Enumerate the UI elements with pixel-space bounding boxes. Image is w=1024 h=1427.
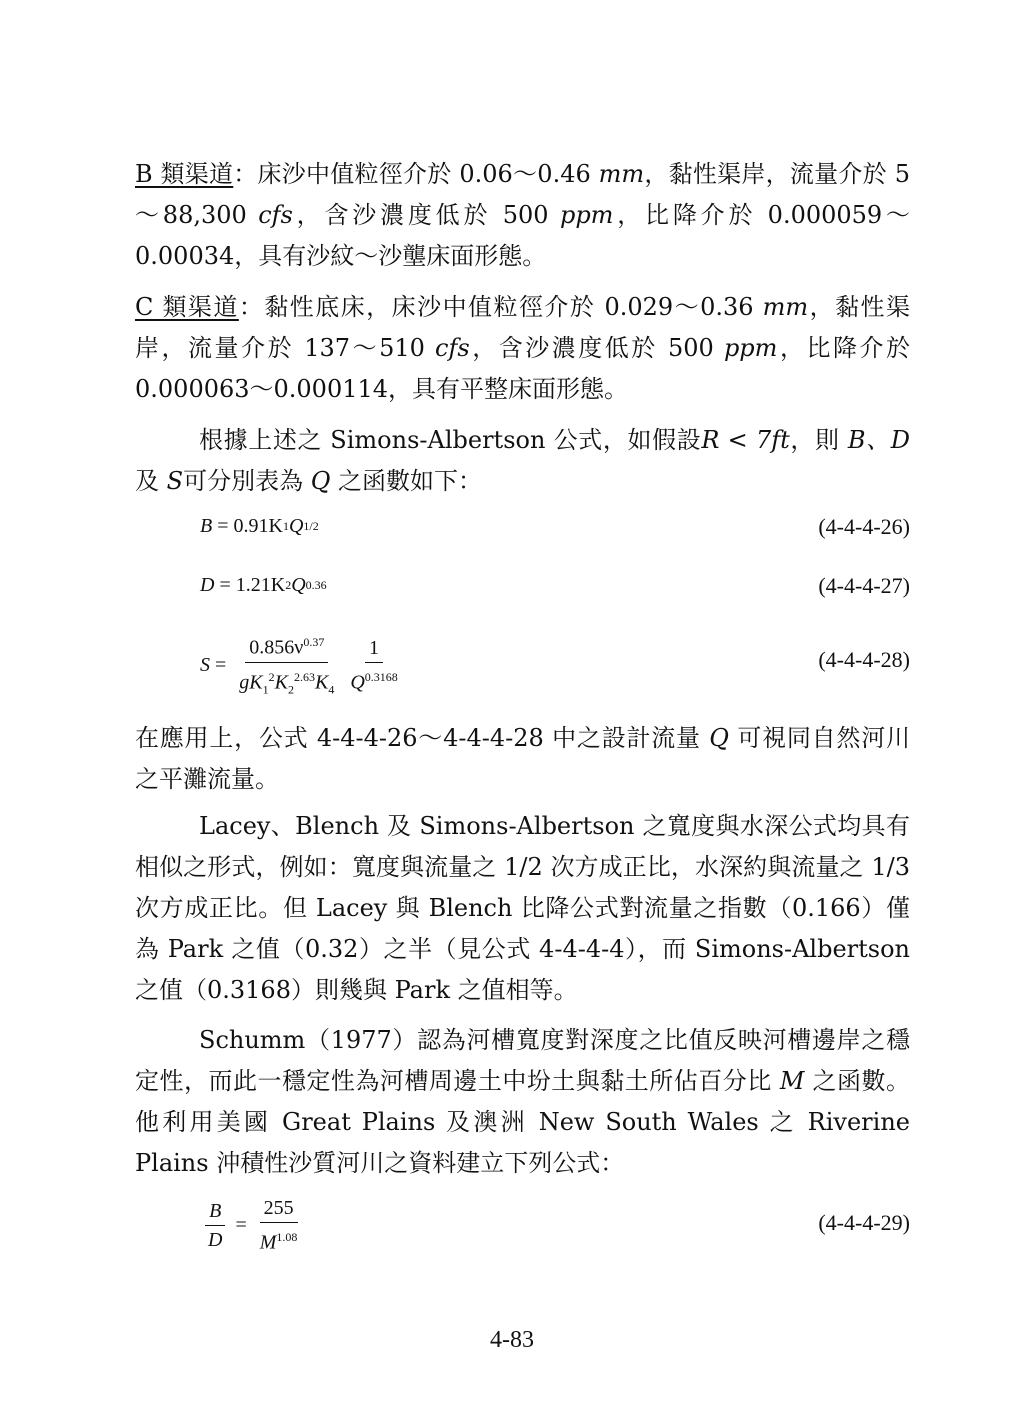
eq28-den-gk: gK	[239, 671, 263, 694]
eq29-num-right: 255	[260, 1196, 298, 1223]
eq26-q: Q	[288, 515, 304, 537]
p3-text-4: 可分別表為	[183, 467, 311, 495]
b-channel-label: B 類渠道	[135, 160, 234, 188]
eq28-den-sup1: 2	[268, 669, 275, 684]
eq29-fraction-right	[256, 1196, 302, 1255]
eq26-lhs: B	[200, 515, 213, 537]
p6-text-2: 之函數。他利用美國 Great Plains 及澳洲 New South Wales 之 Riverine Plains 沖積性沙質河川之資料建立下列公式：	[135, 1067, 910, 1177]
b-unit-mm: mm	[598, 160, 645, 188]
eq26-sub: 1	[282, 519, 289, 533]
eq28-fraction-1	[235, 630, 338, 701]
equation-4-4-4-28: S = $\frac{0.856\nu^{0.37}}{gK_1^2K_2^{2.63}K_4}$ $\frac{1}{Q^{0.3168}}$	[200, 630, 406, 701]
c-channel-label: C 類渠道	[135, 293, 239, 321]
page-number: 4-83	[490, 1327, 534, 1353]
eq29-den-right: M	[259, 1231, 277, 1254]
eq28-num-coef: 0.856ν	[249, 636, 304, 659]
b-text-1: ：床沙中值粒徑介於 0.06～0.46	[233, 160, 599, 188]
p4-q: Q	[709, 724, 729, 752]
eq29-num-left: B	[205, 1199, 225, 1226]
b-text-2: ，黏性渠岸，流量介於 5 ～88,300	[135, 160, 911, 229]
c-text-3: ，含沙濃度低於 500	[469, 334, 724, 362]
equation-4-4-4-26: B = 0.91K 1 Q 1/2	[200, 515, 319, 537]
equation-number-26: (4-4-4-26)	[818, 514, 910, 539]
p6-text-1: Schumm（1977）認為河槽寬度對深度之比值反映河槽邊岸之穩定性，而此一穩定性為河槽周邊土中坋土與黏土所佔百分比	[135, 1026, 910, 1095]
eq29-fraction-left	[204, 1199, 226, 1252]
eq28-den-sub4: 4	[328, 682, 335, 697]
p3-text-2: ，則	[789, 426, 848, 454]
equation-4-4-4-29: $\frac{B}{D}$ = $\frac{255}{M^{1.08}}$	[200, 1196, 305, 1255]
eq29-den-exp: 1.08	[276, 1230, 298, 1244]
c-text-4: ，比降介於 0.000063～0.000114，具有平整床面形態。	[135, 334, 911, 403]
equation-number-27: (4-4-4-27)	[818, 573, 910, 598]
eq28-fraction-2	[346, 636, 401, 695]
p3-vars: B、D	[847, 426, 910, 454]
paragraph-b-channel	[135, 154, 910, 277]
eq28-den2-exp: 0.3168	[364, 670, 398, 685]
paragraph-application	[135, 718, 910, 800]
p4-text-1: 在應用上，公式 4-4-4-26～4-4-4-28 中之設計流量	[135, 724, 710, 752]
p3-text-3: 及	[135, 467, 167, 495]
equation-number-28: (4-4-4-28)	[818, 647, 910, 672]
p3-text-5: 之函數如下：	[330, 467, 483, 495]
equation-number-29: (4-4-4-29)	[818, 1210, 910, 1235]
p6-m: M	[779, 1067, 805, 1095]
p3-condition: R < 7ft	[701, 426, 790, 454]
eq28-den-k2: K	[274, 671, 288, 694]
eq28-num2: 1	[365, 636, 383, 663]
eq27-lhs: D	[200, 574, 215, 596]
paragraph-simons-albertson	[135, 420, 910, 502]
paragraph-schumm	[135, 1020, 910, 1184]
eq28-den-sub1: 1	[262, 682, 269, 697]
c-unit-cfs: cfs	[435, 334, 470, 362]
eq27-coef: 1.21K	[235, 574, 286, 596]
eq28-den-k4: K	[314, 671, 329, 694]
p4-text-2: 可視同自然河川之平灘流量。	[135, 724, 910, 793]
c-text-1: ：黏性底床，床沙中值粒徑介於 0.029～0.36	[238, 293, 763, 321]
eq28-den-sup2: 2.63	[293, 669, 315, 684]
paragraph-lacey-blench: Lacey、Blench 及 Simons-Albertson 之寬度與水深公式均具有相似之形式，例如：寬度與流量之 1/2 次方成正比，水深約與流量之 1/3 次方成正比。但 Lacey 與 Blench 比降公式對流量之指數（0.166）僅為 Park 之值（0.32）之半（見公式 4-4-4-4），而 Simons-Albertson 之值（0.3168）則幾與 Park 之值相等。	[135, 812, 910, 1004]
b-unit-cfs: cfs	[258, 201, 293, 229]
b-text-4: ，比降介於 0.000059～0.00034，具有沙紋～沙壟床面形態。	[135, 201, 910, 270]
eq27-sub: 2	[285, 578, 292, 592]
p3-text-1: 根據上述之 Simons-Albertson 公式，如假設	[199, 426, 702, 454]
c-text-2: ，黏性渠岸，流量介於 137～510	[135, 293, 910, 362]
b-text-3: ，含沙濃度低於 500	[292, 201, 560, 229]
eq28-num-exp: 0.37	[303, 635, 325, 649]
eq28-den2: Q	[350, 671, 365, 694]
b-unit-ppm: ppm	[559, 201, 614, 229]
p3-q: Q	[310, 467, 331, 495]
eq29-den-left: D	[208, 1228, 223, 1251]
eq27-exp: 0.36	[305, 578, 327, 592]
c-unit-ppm: ppm	[723, 334, 778, 362]
paragraph-c-channel	[135, 287, 910, 410]
p3-s: S	[166, 467, 184, 495]
eq27-q: Q	[291, 574, 306, 596]
eq26-coef: 0.91K	[233, 515, 283, 537]
eq28-lhs: S	[200, 654, 210, 677]
equation-4-4-4-27: D = 1.21K 2 Q 0.36	[200, 574, 327, 596]
eq28-den-sub2: 2	[287, 682, 294, 697]
eq26-exp: 1/2	[303, 519, 319, 533]
c-unit-mm: mm	[762, 293, 809, 321]
